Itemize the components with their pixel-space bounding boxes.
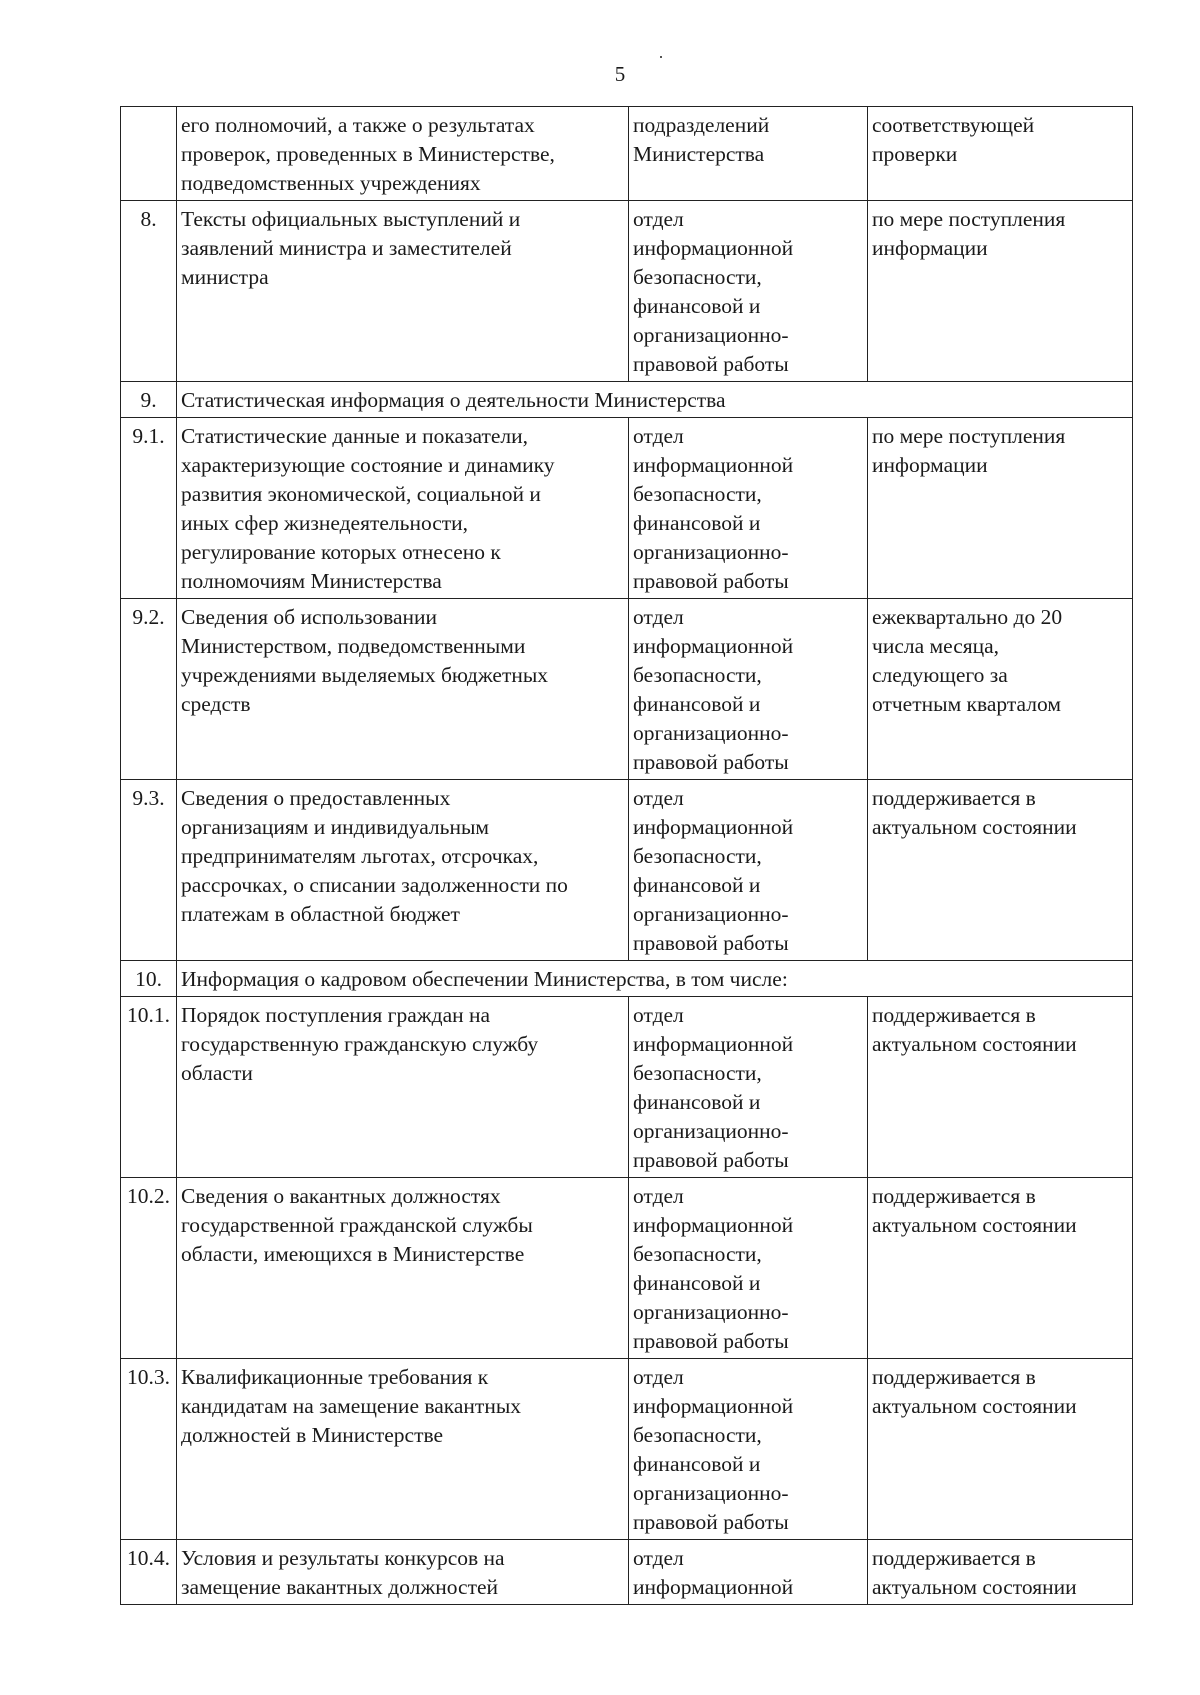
item-description-line: средств	[181, 692, 251, 716]
responsible-unit-line: отдел	[633, 605, 684, 629]
responsible-unit-line: финансовой и	[633, 1090, 761, 1114]
responsible-unit-line: информационной	[633, 1394, 794, 1418]
responsible-unit-line: безопасности,	[633, 265, 762, 289]
row-number: 10.3.	[121, 1359, 177, 1540]
item-description-line: полномочиям Министерства	[181, 569, 442, 593]
update-term-line: по мере поступления	[872, 424, 1066, 448]
update-term	[868, 1359, 1133, 1540]
responsible-unit	[629, 1359, 868, 1540]
section-title: Статистическая информация о деятельности Министерства	[177, 382, 1133, 418]
table-row	[121, 107, 1133, 201]
update-term	[868, 418, 1133, 599]
section-title: Информация о кадровом обеспечении Министерства, в том числе:	[177, 961, 1133, 997]
item-description-line: предпринимателям льготах, отсрочках,	[181, 844, 539, 868]
item-description-line: Сведения об использовании	[181, 605, 438, 629]
update-term-line: актуальном состоянии	[872, 815, 1077, 839]
item-description-line: Тексты официальных выступлений и	[181, 207, 521, 231]
responsible-unit-line: отдел	[633, 1546, 684, 1570]
responsible-unit	[629, 599, 868, 780]
responsible-unit	[629, 418, 868, 599]
update-term-line: соответствующей	[872, 113, 1035, 137]
responsible-unit-line: информационной	[633, 1032, 794, 1056]
row-number: 10.1.	[121, 997, 177, 1178]
update-term-line: поддерживается в	[872, 786, 1036, 810]
responsible-unit-line: безопасности,	[633, 1242, 762, 1266]
responsible-unit-line: безопасности,	[633, 663, 762, 687]
responsible-unit-line: безопасности,	[633, 1423, 762, 1447]
information-table	[120, 106, 1133, 1605]
update-term-line: проверки	[872, 142, 958, 166]
responsible-unit-line: Министерства	[633, 142, 765, 166]
responsible-unit-line: отдел	[633, 424, 684, 448]
update-term	[868, 201, 1133, 382]
update-term-line: отчетным кварталом	[872, 692, 1061, 716]
item-description-line: его полномочий, а также о результатах	[181, 113, 535, 137]
row-number: 10.	[121, 961, 177, 997]
update-term-line: актуальном состоянии	[872, 1032, 1077, 1056]
item-description-line: замещение вакантных должностей	[181, 1575, 499, 1599]
item-description-line: государственную гражданскую службу	[181, 1032, 539, 1056]
item-description-line: кандидатам на замещение вакантных	[181, 1394, 522, 1418]
item-description-line: проверок, проведенных в Министерстве,	[181, 142, 555, 166]
row-number: 9.	[121, 382, 177, 418]
table-section-row	[121, 961, 1133, 997]
responsible-unit-line: отдел	[633, 1184, 684, 1208]
update-term-line: числа месяца,	[872, 634, 1000, 658]
responsible-unit-line: информационной	[633, 634, 794, 658]
table-body	[121, 107, 1133, 1605]
item-description	[177, 107, 629, 201]
responsible-unit-line: информационной	[633, 453, 794, 477]
responsible-unit-line: организационно-	[633, 323, 789, 347]
responsible-unit-line: финансовой и	[633, 692, 761, 716]
update-term-line: ежеквартально до 20	[872, 605, 1063, 629]
responsible-unit-line: правовой работы	[633, 750, 789, 774]
item-description-line: характеризующие состояние и динамику	[181, 453, 555, 477]
responsible-unit-line: правовой работы	[633, 1510, 789, 1534]
page-number: 5	[614, 62, 626, 86]
responsible-unit-line: информационной	[633, 1213, 794, 1237]
update-term-line: по мере поступления	[872, 207, 1066, 231]
item-description-line: Сведения о вакантных должностях	[181, 1184, 501, 1208]
row-number: 9.2.	[121, 599, 177, 780]
update-term	[868, 1540, 1133, 1605]
item-description-line: регулирование которых отнесено к	[181, 540, 501, 564]
responsible-unit-line: отдел	[633, 1365, 684, 1389]
update-term-line: поддерживается в	[872, 1365, 1036, 1389]
item-description-line: платежам в областной бюджет	[181, 902, 460, 926]
item-description-line: государственной гражданской службы	[181, 1213, 533, 1237]
responsible-unit	[629, 1540, 868, 1605]
row-number: 10.2.	[121, 1178, 177, 1359]
responsible-unit-line: безопасности,	[633, 1061, 762, 1085]
update-term	[868, 599, 1133, 780]
item-description-line: развития экономической, социальной и	[181, 482, 541, 506]
row-number: 9.3.	[121, 780, 177, 961]
update-term	[868, 780, 1133, 961]
update-term-line: актуальном состоянии	[872, 1394, 1077, 1418]
update-term	[868, 1178, 1133, 1359]
responsible-unit	[629, 780, 868, 961]
item-description	[177, 780, 629, 961]
responsible-unit-line: подразделений	[633, 113, 770, 137]
item-description	[177, 997, 629, 1178]
responsible-unit-line: отдел	[633, 1003, 684, 1027]
update-term	[868, 997, 1133, 1178]
table-row	[121, 1178, 1133, 1359]
item-description-line: министра	[181, 265, 269, 289]
responsible-unit-line: организационно-	[633, 902, 789, 926]
update-term-line: информации	[872, 236, 988, 260]
table-row	[121, 201, 1133, 382]
item-description-line: области, имеющихся в Министерстве	[181, 1242, 525, 1266]
scan-speck	[660, 56, 662, 58]
row-number: 10.4.	[121, 1540, 177, 1605]
responsible-unit-line: безопасности,	[633, 482, 762, 506]
update-term-line: актуальном состоянии	[872, 1575, 1077, 1599]
responsible-unit-line: организационно-	[633, 1481, 789, 1505]
item-description-line: области	[181, 1061, 253, 1085]
responsible-unit-line: организационно-	[633, 540, 789, 564]
responsible-unit-line: финансовой и	[633, 1452, 761, 1476]
responsible-unit-line: финансовой и	[633, 1271, 761, 1295]
item-description	[177, 1540, 629, 1605]
responsible-unit	[629, 1178, 868, 1359]
responsible-unit-line: правовой работы	[633, 931, 789, 955]
responsible-unit-line: информационной	[633, 1575, 794, 1599]
item-description	[177, 599, 629, 780]
item-description	[177, 1359, 629, 1540]
item-description-line: Сведения о предоставленных	[181, 786, 451, 810]
item-description-line: заявлений министра и заместителей	[181, 236, 512, 260]
update-term-line: поддерживается в	[872, 1546, 1036, 1570]
update-term-line: информации	[872, 453, 988, 477]
table-row	[121, 418, 1133, 599]
update-term-line: следующего за	[872, 663, 1008, 687]
responsible-unit-line: отдел	[633, 786, 684, 810]
item-description	[177, 418, 629, 599]
item-description-line: иных сфер жизнедеятельности,	[181, 511, 469, 535]
update-term-line: поддерживается в	[872, 1184, 1036, 1208]
responsible-unit-line: правовой работы	[633, 1148, 789, 1172]
responsible-unit-line: правовой работы	[633, 1329, 789, 1353]
item-description-line: Квалификационные требования к	[181, 1365, 489, 1389]
responsible-unit	[629, 997, 868, 1178]
item-description-line: рассрочках, о списании задолженности по	[181, 873, 568, 897]
table-row	[121, 599, 1133, 780]
table-row	[121, 1359, 1133, 1540]
update-term-line: поддерживается в	[872, 1003, 1036, 1027]
item-description-line: Порядок поступления граждан на	[181, 1003, 491, 1027]
row-number: 8.	[121, 201, 177, 382]
item-description-line: Министерством, подведомственными	[181, 634, 526, 658]
update-term-line: актуальном состоянии	[872, 1213, 1077, 1237]
table-row	[121, 997, 1133, 1178]
item-description-line: организациям и индивидуальным	[181, 815, 490, 839]
update-term	[868, 107, 1133, 201]
responsible-unit-line: организационно-	[633, 1119, 789, 1143]
table-section-row	[121, 382, 1133, 418]
item-description-line: должностей в Министерстве	[181, 1423, 444, 1447]
responsible-unit-line: отдел	[633, 207, 684, 231]
responsible-unit-line: правовой работы	[633, 352, 789, 376]
table-row	[121, 1540, 1133, 1605]
responsible-unit-line: организационно-	[633, 721, 789, 745]
responsible-unit	[629, 107, 868, 201]
row-number: 9.1.	[121, 418, 177, 599]
item-description-line: Условия и результаты конкурсов на	[181, 1546, 505, 1570]
responsible-unit-line: организационно-	[633, 1300, 789, 1324]
item-description	[177, 201, 629, 382]
row-number	[121, 107, 177, 201]
item-description-line: учреждениями выделяемых бюджетных	[181, 663, 549, 687]
responsible-unit-line: безопасности,	[633, 844, 762, 868]
responsible-unit-line: финансовой и	[633, 873, 761, 897]
responsible-unit-line: финансовой и	[633, 294, 761, 318]
item-description-line: подведомственных учреждениях	[181, 171, 481, 195]
responsible-unit-line: информационной	[633, 236, 794, 260]
item-description	[177, 1178, 629, 1359]
responsible-unit-line: правовой работы	[633, 569, 789, 593]
responsible-unit-line: информационной	[633, 815, 794, 839]
responsible-unit-line: финансовой и	[633, 511, 761, 535]
item-description-line: Статистические данные и показатели,	[181, 424, 529, 448]
table-row	[121, 780, 1133, 961]
responsible-unit	[629, 201, 868, 382]
